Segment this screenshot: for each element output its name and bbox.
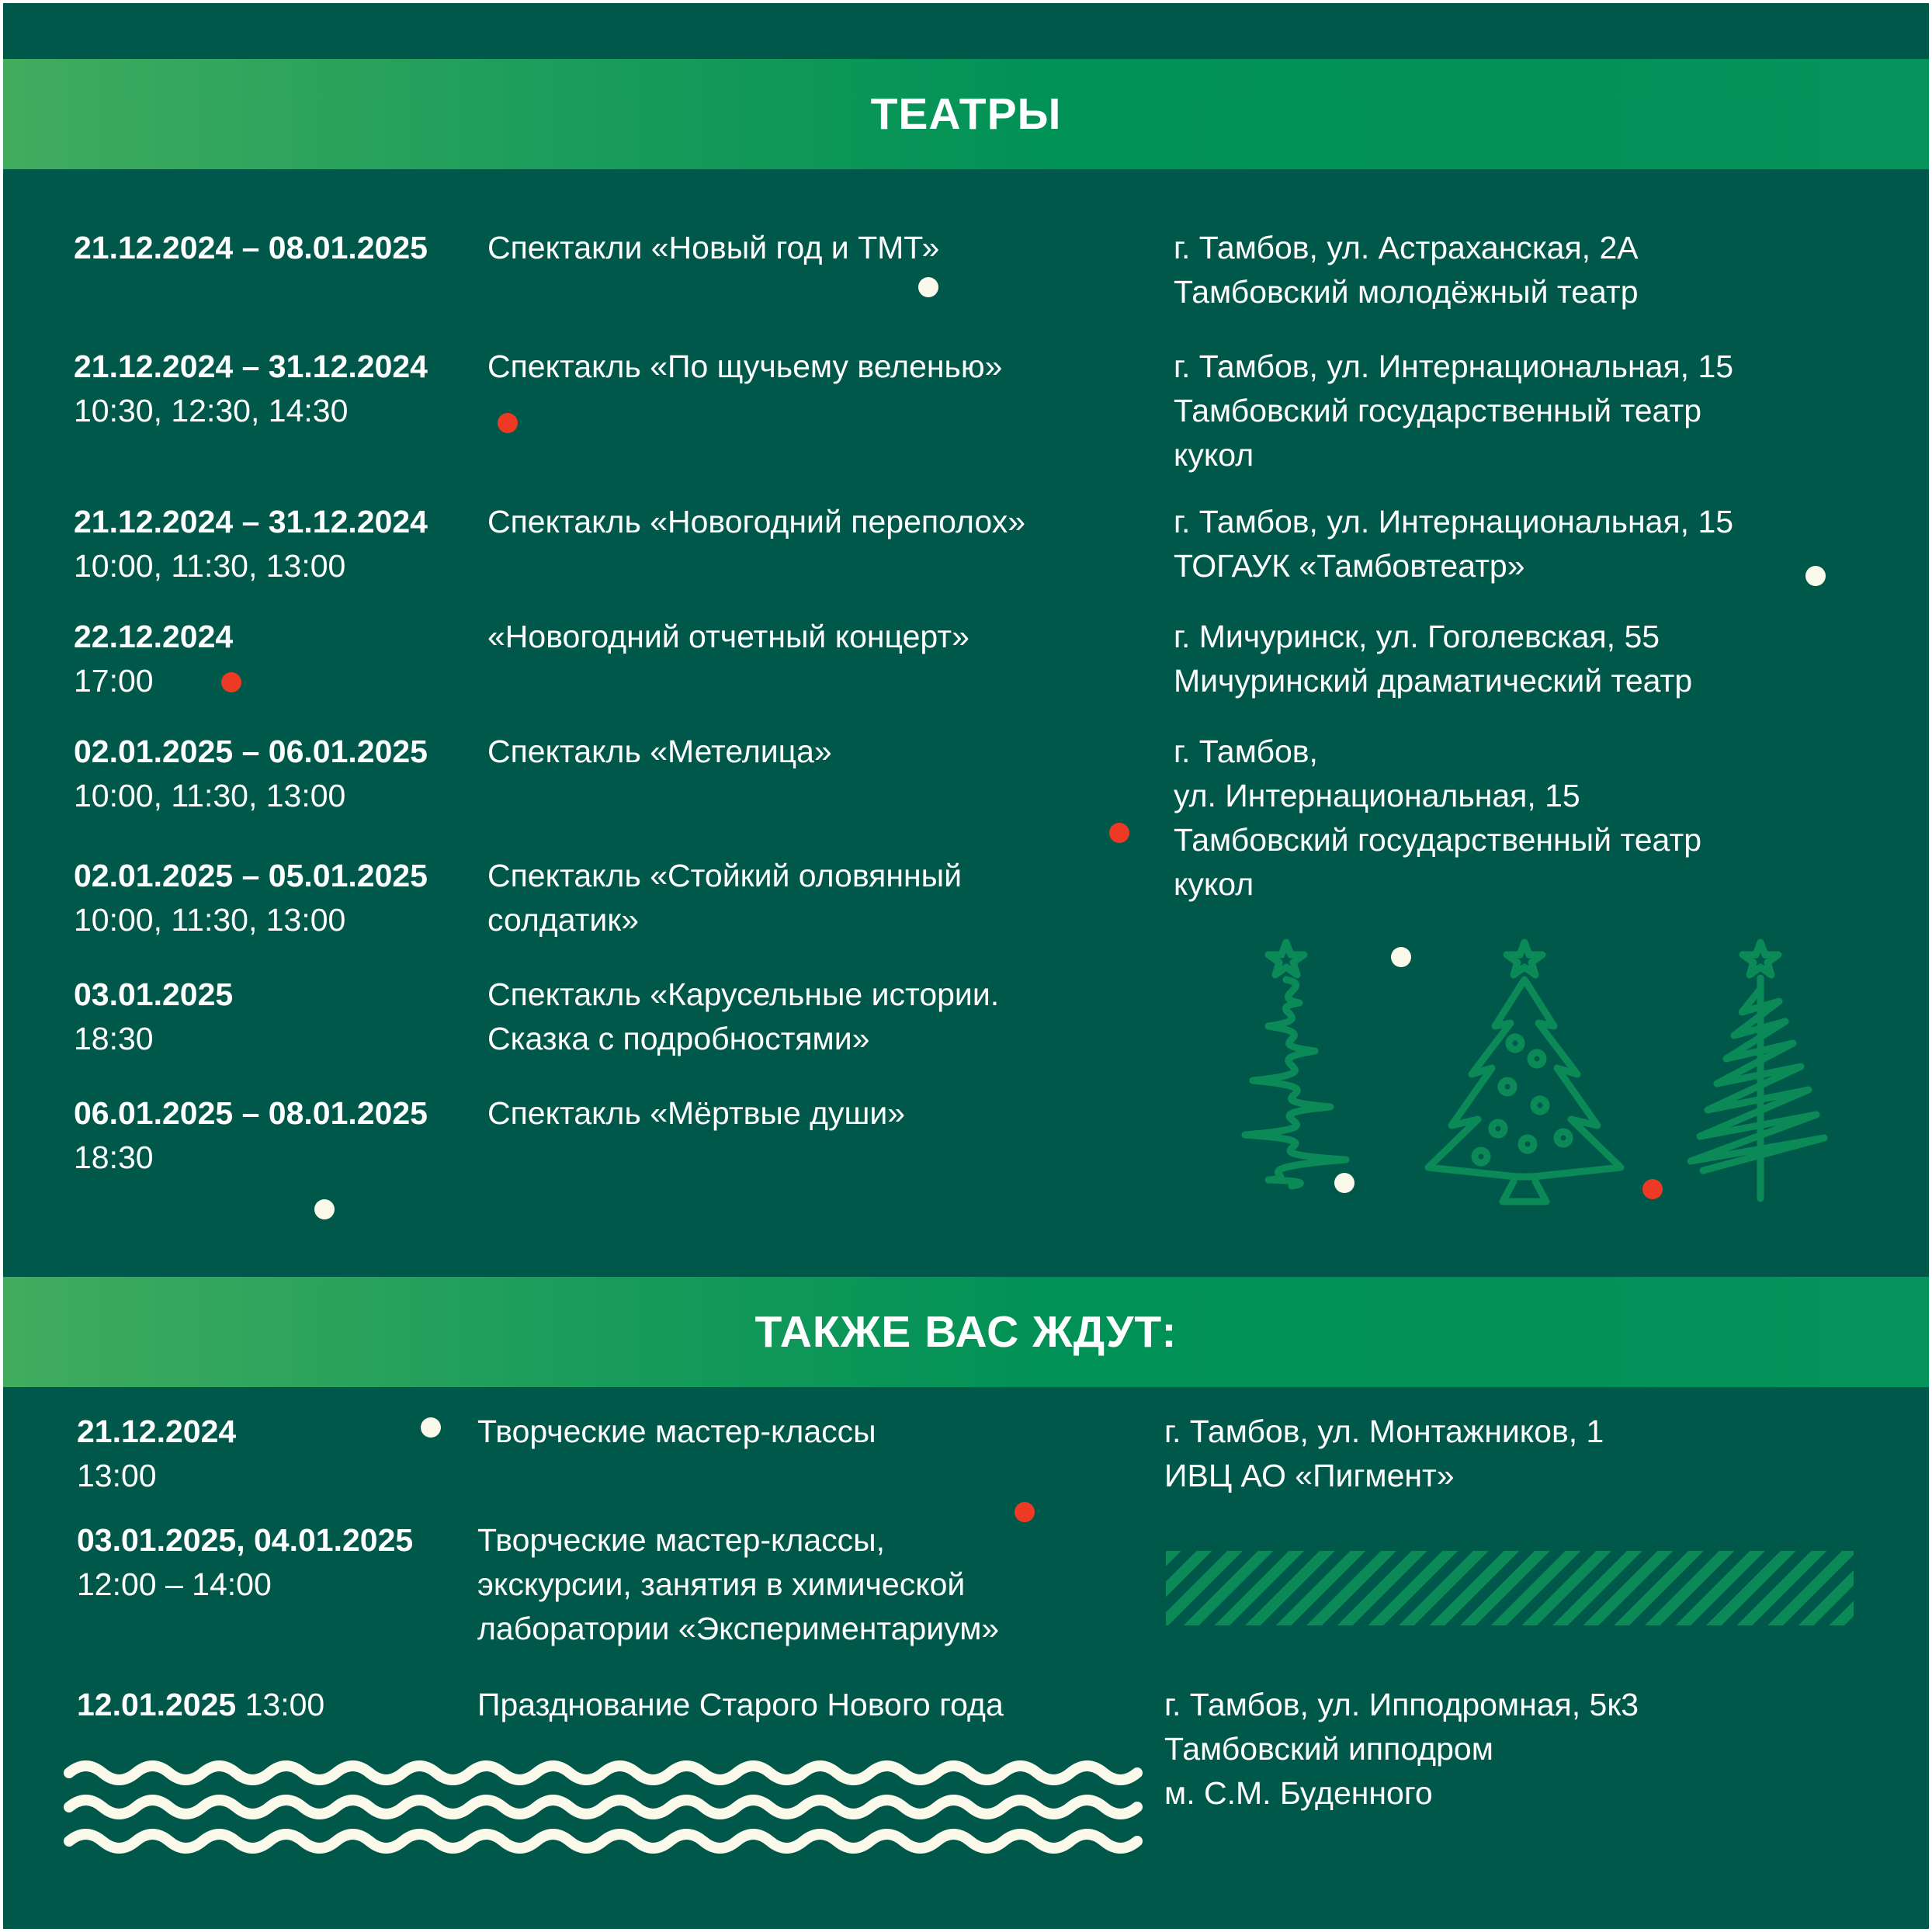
event-time: 13:00 — [77, 1458, 157, 1493]
event-date: 21.12.2024 – 08.01.2025 — [74, 230, 428, 265]
event-venue: м. С.М. Буденного — [1164, 1775, 1433, 1811]
event-venue: Тамбовский государственный театр — [1174, 393, 1702, 428]
event-date: 12.01.2025 — [77, 1687, 237, 1722]
event-venue: Тамбовский государственный театр — [1174, 822, 1702, 858]
event-time: 18:30 — [74, 1021, 154, 1056]
event-venue: Тамбовский ипподром — [1164, 1731, 1493, 1767]
event-title: Творческие мастер-классы, — [477, 1522, 886, 1558]
event-venue: кукол — [1174, 437, 1254, 473]
event-date: 21.12.2024 — [77, 1413, 237, 1449]
event-time: 17:00 — [74, 663, 154, 699]
event-date: 21.12.2024 – 31.12.2024 — [74, 349, 428, 384]
event-date: 02.01.2025 – 05.01.2025 — [74, 858, 428, 893]
wave-pattern — [65, 1757, 1136, 1858]
event-time: 10:00, 11:30, 13:00 — [74, 548, 346, 584]
event-address: г. Тамбов, ул. Интернациональная, 15 — [1174, 349, 1734, 384]
event-time: 10:00, 11:30, 13:00 — [74, 778, 346, 813]
event-title: Спектакль «Стойкий оловянный — [487, 858, 963, 893]
snowball-icon — [221, 672, 241, 692]
event-address: г. Тамбов, ул. Ипподромная, 5к3 — [1164, 1687, 1639, 1722]
event-address: ул. Интернациональная, 15 — [1174, 778, 1580, 813]
event-title: Спектакль «Карусельные истории. — [487, 976, 1000, 1012]
snowball-icon — [498, 413, 518, 433]
event-title: солдатик» — [487, 902, 640, 938]
event-date: 06.01.2025 – 08.01.2025 — [74, 1095, 428, 1131]
event-date: 02.01.2025 – 06.01.2025 — [74, 734, 428, 769]
poster — [3, 3, 1929, 1929]
event-date: 22.12.2024 — [74, 619, 234, 654]
snowball-icon — [1334, 1173, 1354, 1193]
event-title: Спектакли «Новый год и ТМТ» — [487, 230, 940, 265]
snowball-icon — [1015, 1502, 1035, 1522]
event-time: 18:30 — [74, 1139, 154, 1175]
section-title: ТЕАТРЫ — [870, 89, 1062, 139]
snowball-icon — [1109, 823, 1129, 843]
christmas-tree-icon — [1198, 935, 1385, 1214]
section-title: ТАКЖЕ ВАС ЖДУТ: — [754, 1307, 1178, 1357]
christmas-tree-icon — [1680, 935, 1827, 1214]
event-venue: Тамбовский молодёжный театр — [1174, 274, 1639, 310]
stripes-pattern — [1166, 1551, 1854, 1625]
event-title: Творческие мастер-классы — [477, 1413, 876, 1449]
event-address: г. Тамбов, ул. Астраханская, 2А — [1174, 230, 1639, 265]
event-date: 21.12.2024 – 31.12.2024 — [74, 504, 428, 539]
event-venue: Мичуринский драматический театр — [1174, 663, 1693, 699]
event-date: 03.01.2025 — [74, 976, 234, 1012]
event-address: г. Тамбов, ул. Интернациональная, 15 — [1174, 504, 1734, 539]
snowball-icon — [1642, 1179, 1663, 1199]
event-title: Спектакль «По щучьему веленью» — [487, 349, 1003, 384]
event-address: г. Мичуринск, ул. Гоголевская, 55 — [1174, 619, 1660, 654]
event-time: 13:00 — [236, 1687, 325, 1722]
event-address: г. Тамбов, — [1174, 734, 1318, 769]
event-venue: ТОГАУК «Тамбовтеатр» — [1174, 548, 1525, 584]
snowball-icon — [421, 1417, 441, 1438]
snowball-icon — [1391, 947, 1411, 967]
event-time: 10:00, 11:30, 13:00 — [74, 902, 346, 938]
event-date: 03.01.2025, 04.01.2025 — [77, 1522, 414, 1558]
snowball-icon — [918, 277, 938, 297]
event-title: Спектакль «Метелица» — [487, 734, 832, 769]
event-address: г. Тамбов, ул. Монтажников, 1 — [1164, 1413, 1604, 1449]
event-time: 12:00 – 14:00 — [77, 1566, 272, 1602]
snowball-icon — [314, 1199, 335, 1219]
event-title: Сказка с подробностями» — [487, 1021, 870, 1056]
christmas-tree-icon — [1424, 935, 1625, 1214]
section-header-theatres — [3, 59, 1929, 169]
event-title: «Новогодний отчетный концерт» — [487, 619, 969, 654]
event-title: Спектакль «Новогодний переполох» — [487, 504, 1025, 539]
section-header-also — [3, 1277, 1929, 1387]
event-venue: кукол — [1174, 866, 1254, 902]
snowball-icon — [1805, 566, 1826, 586]
event-title: экскурсии, занятия в химической — [477, 1566, 966, 1602]
event-title: лаборатории «Экспериментариум» — [477, 1611, 1000, 1646]
event-time: 10:30, 12:30, 14:30 — [74, 393, 349, 428]
event-title: Празднование Старого Нового года — [477, 1687, 1004, 1722]
event-title: Спектакль «Мёртвые души» — [487, 1095, 906, 1131]
event-venue: ИВЦ АО «Пигмент» — [1164, 1458, 1455, 1493]
